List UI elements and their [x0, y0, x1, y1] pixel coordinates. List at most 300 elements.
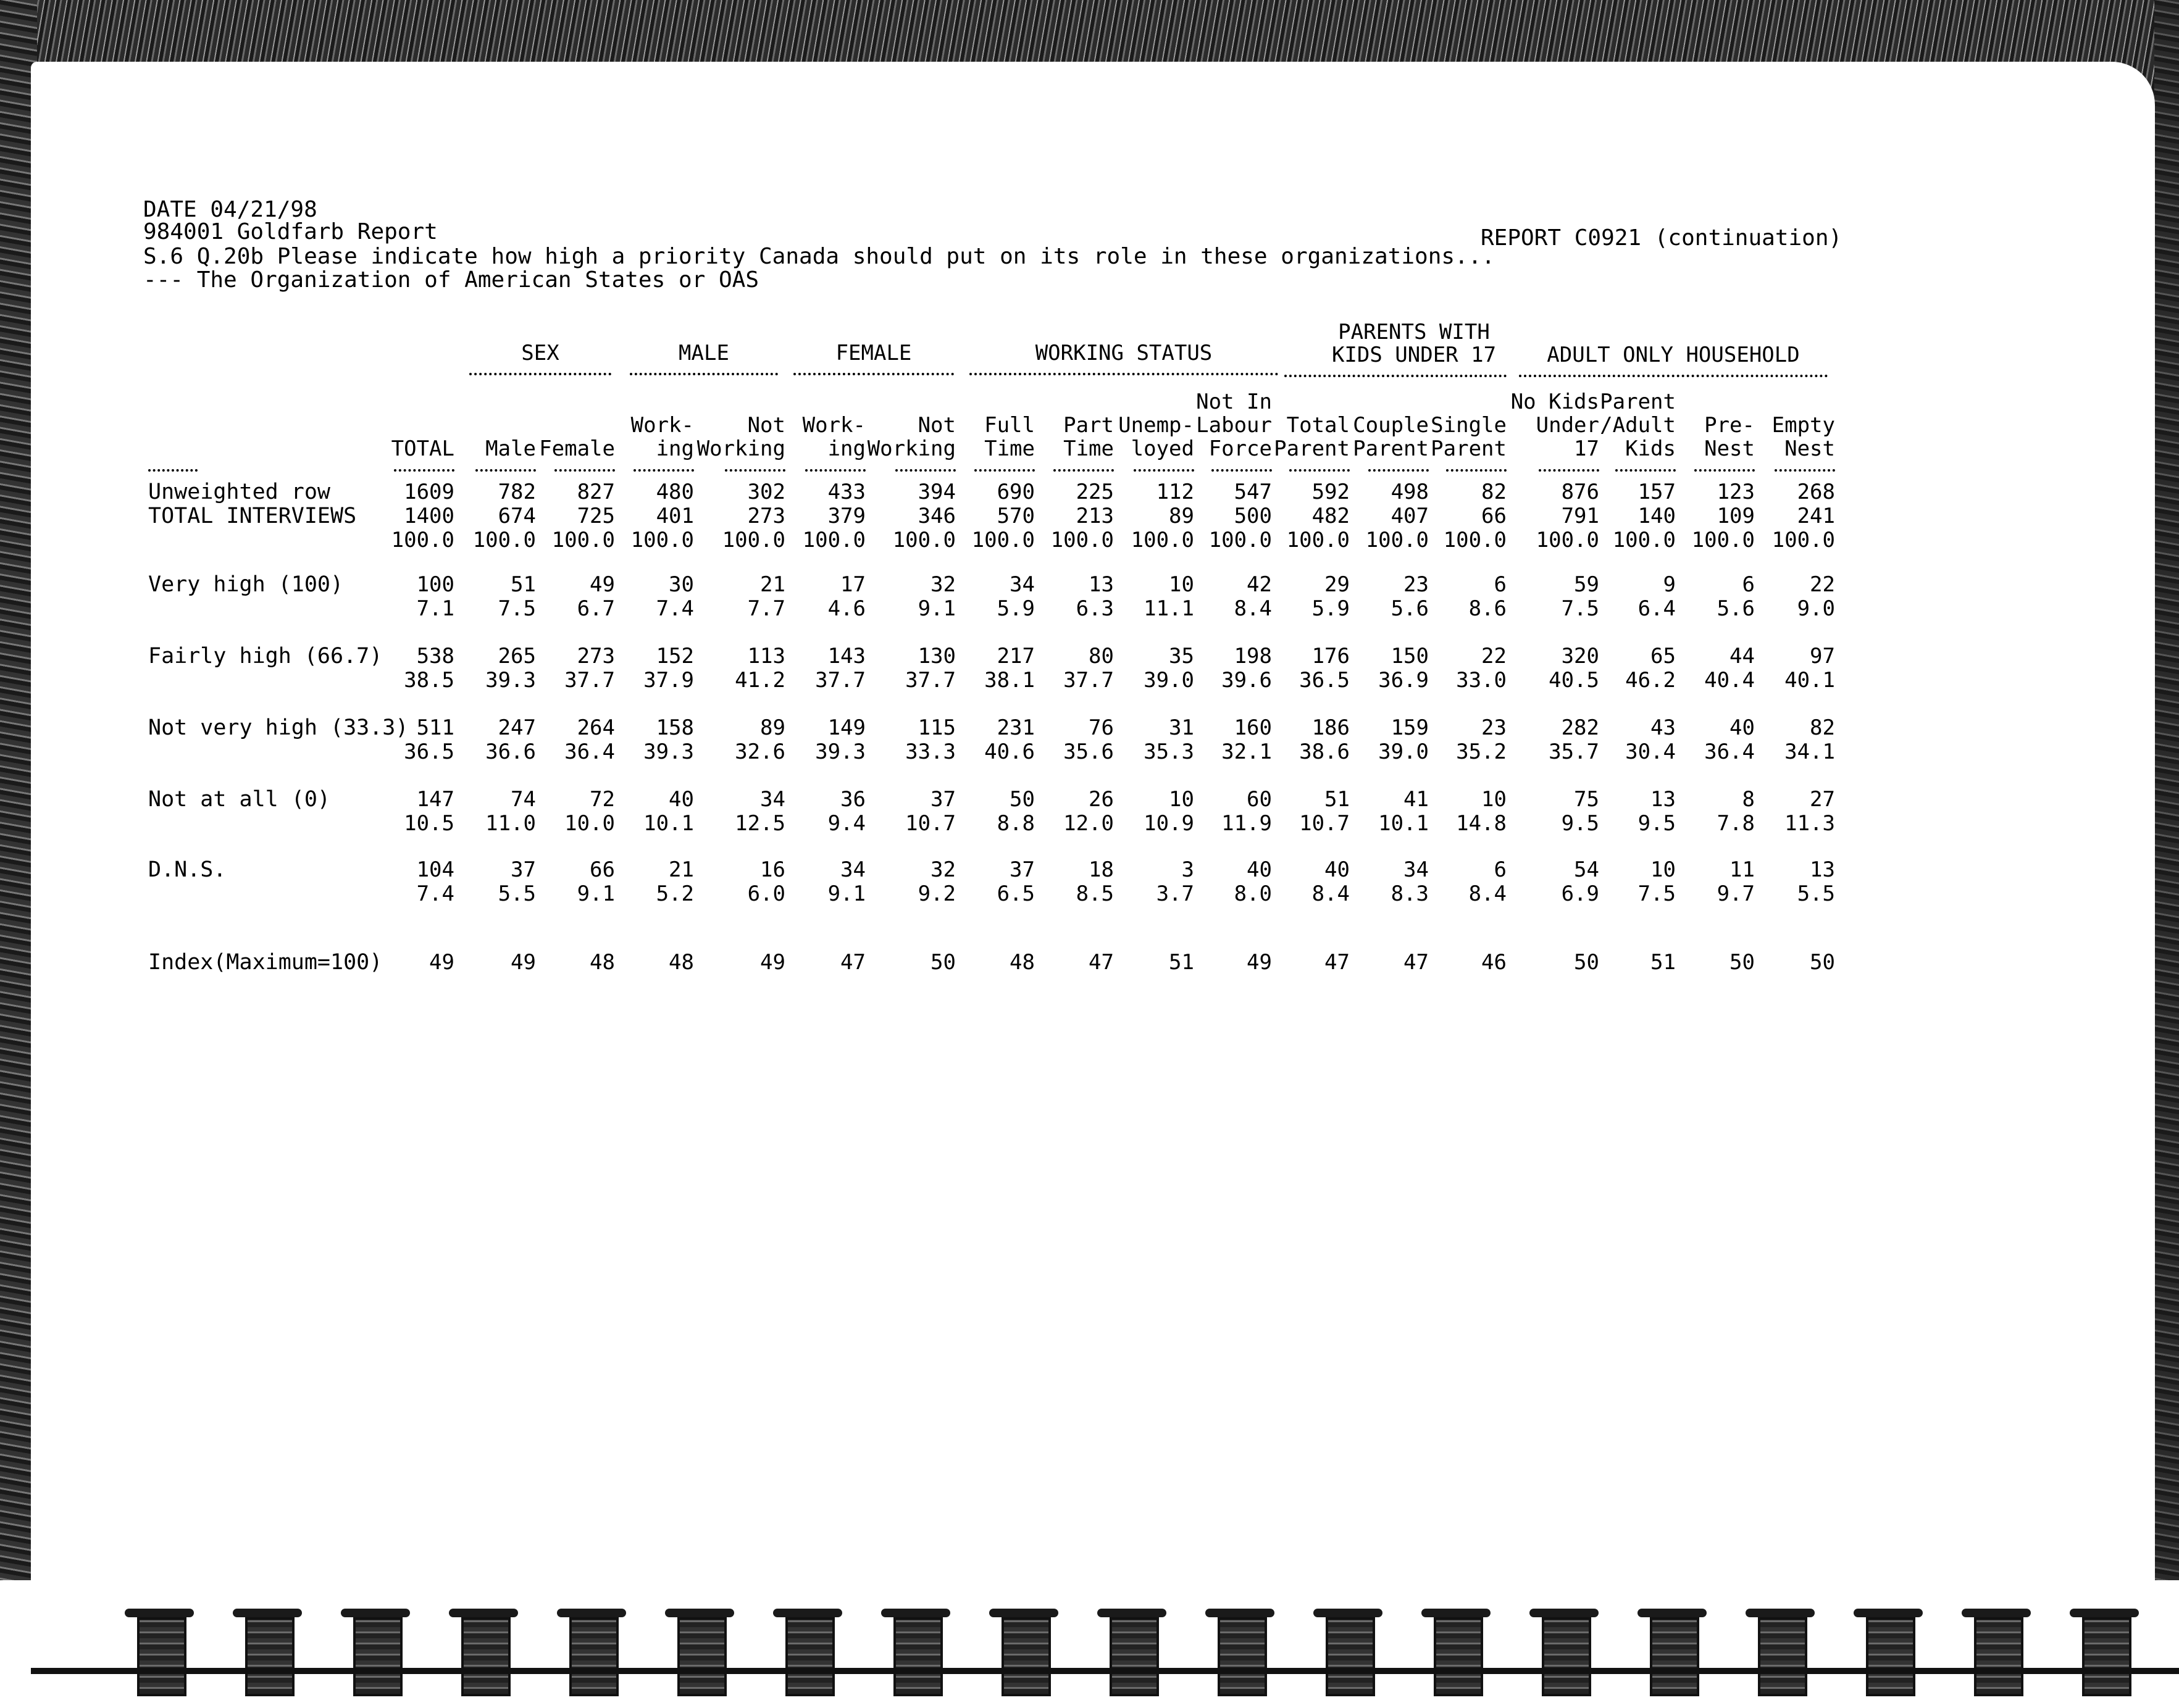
table-cell: 100.0 — [630, 528, 694, 552]
table-cell: 9.0 — [1797, 596, 1835, 621]
table-cell: 9.4 — [827, 811, 866, 836]
table-cell: 40.5 — [1549, 668, 1599, 693]
table-cell: 782 — [498, 480, 536, 504]
table-cell: 72 — [590, 787, 615, 812]
column-underline — [1694, 469, 1755, 472]
table-cell: 49 — [1247, 950, 1272, 975]
column-header: Parent — [1431, 436, 1507, 461]
table-cell: 791 — [1561, 504, 1599, 528]
column-header: Pre- — [1704, 413, 1755, 438]
table-cell: 51 — [511, 572, 536, 597]
table-cell: 1400 — [404, 504, 454, 528]
column-header: ing — [827, 436, 866, 461]
table-cell: 6.9 — [1561, 881, 1599, 906]
table-cell: 100 — [416, 572, 454, 597]
table-cell: 511 — [416, 715, 454, 740]
table-cell: 100.0 — [1208, 528, 1272, 552]
table-cell: 59 — [1574, 572, 1599, 597]
column-header: Force — [1208, 436, 1272, 461]
group-working-status: WORKING STATUS — [1035, 341, 1213, 365]
group-underline-working — [969, 373, 1278, 375]
table-cell: 10 — [1650, 857, 1676, 882]
row-label-underline — [148, 469, 198, 472]
table-cell: 7.5 — [498, 596, 536, 621]
table-cell: 10.7 — [905, 811, 956, 836]
table-cell: 5.6 — [1717, 596, 1755, 621]
table-cell: 5.2 — [656, 881, 694, 906]
table-cell: 18 — [1089, 857, 1114, 882]
table-cell: 10.1 — [643, 811, 694, 836]
table-cell: 47 — [840, 950, 866, 975]
table-cell: 34.1 — [1784, 739, 1835, 764]
table-cell: 11.0 — [485, 811, 536, 836]
table-cell: 6.3 — [1076, 596, 1114, 621]
column-underline — [634, 469, 694, 472]
table-cell: 13 — [1810, 857, 1835, 882]
table-cell: 150 — [1391, 644, 1429, 669]
row-label: Unweighted row — [148, 480, 331, 504]
table-cell: 32 — [931, 572, 956, 597]
table-cell: 47 — [1089, 950, 1114, 975]
column-header: Not — [747, 413, 785, 438]
table-cell: 480 — [656, 480, 694, 504]
table-cell: 100.0 — [1691, 528, 1755, 552]
column-header: Labour — [1196, 413, 1272, 438]
table-cell: 50 — [1729, 950, 1755, 975]
column-header: Time — [1063, 436, 1114, 461]
table-cell: 827 — [577, 480, 615, 504]
table-cell: 100.0 — [971, 528, 1035, 552]
table-cell: 39.3 — [485, 668, 536, 693]
table-cell: 140 — [1637, 504, 1676, 528]
column-header: ing — [656, 436, 694, 461]
table-cell: 48 — [669, 950, 694, 975]
column-header: Full — [984, 413, 1035, 438]
table-cell: 66 — [590, 857, 615, 882]
column-underline — [394, 469, 454, 472]
report-date: DATE 04/21/98 — [143, 197, 317, 222]
table-cell: 273 — [577, 644, 615, 669]
column-header: Female — [539, 436, 615, 461]
table-cell: 10.9 — [1144, 811, 1194, 836]
table-cell: 4.6 — [827, 596, 866, 621]
table-cell: 100.0 — [1771, 528, 1835, 552]
column-header: Working — [867, 436, 956, 461]
table-cell: 115 — [918, 715, 956, 740]
table-cell: 39.3 — [643, 739, 694, 764]
table-cell: 8.5 — [1076, 881, 1114, 906]
column-underline — [1368, 469, 1429, 472]
column-header: Time — [984, 436, 1035, 461]
table-cell: 10.5 — [404, 811, 454, 836]
column-underline — [1211, 469, 1272, 472]
table-cell: 570 — [997, 504, 1035, 528]
table-cell: 8.4 — [1234, 596, 1272, 621]
column-header: Parent — [1600, 390, 1676, 414]
table-cell: 176 — [1311, 644, 1350, 669]
table-cell: 100.0 — [1365, 528, 1429, 552]
table-cell: 50 — [1574, 950, 1599, 975]
row-label: Fairly high (66.7) — [148, 644, 383, 669]
table-cell: 22 — [1810, 572, 1835, 597]
table-cell: 46 — [1481, 950, 1507, 975]
table-cell: 9.7 — [1717, 881, 1755, 906]
table-cell: 51 — [1650, 950, 1676, 975]
table-cell: 109 — [1717, 504, 1755, 528]
table-cell: 130 — [918, 644, 956, 669]
table-cell: 36 — [840, 787, 866, 812]
column-underline — [1053, 469, 1114, 472]
table-cell: 3.7 — [1156, 881, 1194, 906]
table-cell: 35.3 — [1144, 739, 1194, 764]
table-cell: 320 — [1561, 644, 1599, 669]
table-cell: 35.6 — [1063, 739, 1114, 764]
table-cell: 82 — [1810, 715, 1835, 740]
table-cell: 37.7 — [815, 668, 866, 693]
table-cell: 7.8 — [1717, 811, 1755, 836]
table-cell: 12.5 — [735, 811, 785, 836]
table-cell: 592 — [1311, 480, 1350, 504]
table-cell: 6.0 — [747, 881, 785, 906]
table-cell: 13 — [1089, 572, 1114, 597]
table-cell: 11.9 — [1221, 811, 1272, 836]
table-cell: 482 — [1311, 504, 1350, 528]
column-header: 17 — [1574, 436, 1599, 461]
table-cell: 36.5 — [1299, 668, 1350, 693]
table-cell: 10 — [1169, 572, 1194, 597]
row-label: Not very high (33.3) — [148, 715, 409, 740]
table-cell: 31 — [1169, 715, 1194, 740]
table-cell: 41.2 — [735, 668, 785, 693]
table-cell: 9.1 — [827, 881, 866, 906]
table-cell: 37 — [1010, 857, 1035, 882]
question-text: S.6 Q.20b Please indicate how high a priority Canada should put on its role in these organizations... — [143, 244, 1495, 269]
table-cell: 47 — [1403, 950, 1429, 975]
table-cell: 36.6 — [485, 739, 536, 764]
table-cell: 40 — [1247, 857, 1272, 882]
table-cell: 104 — [416, 857, 454, 882]
table-cell: 433 — [827, 480, 866, 504]
table-cell: 6 — [1742, 572, 1755, 597]
table-cell: 49 — [590, 572, 615, 597]
table-cell: 36.4 — [1704, 739, 1755, 764]
table-cell: 100.0 — [1536, 528, 1599, 552]
row-label: Index(Maximum=100) — [148, 950, 383, 975]
table-cell: 16 — [760, 857, 785, 882]
table-cell: 34 — [840, 857, 866, 882]
table-cell: 7.5 — [1561, 596, 1599, 621]
table-cell: 35 — [1169, 644, 1194, 669]
table-cell: 10.0 — [564, 811, 615, 836]
table-cell: 6.7 — [577, 596, 615, 621]
table-cell: 100.0 — [391, 528, 454, 552]
table-cell: 725 — [577, 504, 615, 528]
table-cell: 9.2 — [918, 881, 956, 906]
table-cell: 123 — [1717, 480, 1755, 504]
table-cell: 100.0 — [722, 528, 785, 552]
table-cell: 268 — [1797, 480, 1835, 504]
table-cell: 34 — [760, 787, 785, 812]
table-cell: 8.0 — [1234, 881, 1272, 906]
row-label: Not at all (0) — [148, 787, 331, 812]
group-sex: SEX — [521, 341, 559, 365]
table-cell: 157 — [1637, 480, 1676, 504]
table-cell: 21 — [669, 857, 694, 882]
table-cell: 5.9 — [997, 596, 1035, 621]
column-underline — [895, 469, 956, 472]
table-cell: 80 — [1089, 644, 1114, 669]
group-male: MALE — [679, 341, 729, 365]
column-header: Not — [918, 413, 956, 438]
table-cell: 6.5 — [997, 881, 1035, 906]
table-cell: 60 — [1247, 787, 1272, 812]
group-female: FEMALE — [835, 341, 912, 365]
table-cell: 5.9 — [1311, 596, 1350, 621]
table-cell: 198 — [1234, 644, 1272, 669]
table-cell: 186 — [1311, 715, 1350, 740]
table-cell: 17 — [840, 572, 866, 597]
table-cell: 100.0 — [551, 528, 615, 552]
table-cell: 39.6 — [1221, 668, 1272, 693]
table-cell: 32.6 — [735, 739, 785, 764]
column-underline — [1446, 469, 1507, 472]
table-cell: 10.7 — [1299, 811, 1350, 836]
table-cell: 10 — [1169, 787, 1194, 812]
table-cell: 32 — [931, 857, 956, 882]
column-header: Working — [696, 436, 785, 461]
table-cell: 38.6 — [1299, 739, 1350, 764]
table-cell: 32.1 — [1221, 739, 1272, 764]
column-header: Single — [1431, 413, 1507, 438]
table-cell: 6.4 — [1637, 596, 1676, 621]
column-header: Male — [485, 436, 536, 461]
table-cell: 48 — [590, 950, 615, 975]
table-cell: 282 — [1561, 715, 1599, 740]
table-cell: 112 — [1156, 480, 1194, 504]
table-cell: 36.5 — [404, 739, 454, 764]
table-cell: 13 — [1650, 787, 1676, 812]
table-cell: 12.0 — [1063, 811, 1114, 836]
column-header: Parent — [1353, 436, 1429, 461]
table-cell: 50 — [1010, 787, 1035, 812]
table-cell: 65 — [1650, 644, 1676, 669]
table-cell: 9 — [1663, 572, 1676, 597]
table-cell: 40.1 — [1784, 668, 1835, 693]
table-cell: 21 — [760, 572, 785, 597]
table-cell: 149 — [827, 715, 866, 740]
table-cell: 42 — [1247, 572, 1272, 597]
table-cell: 33.0 — [1456, 668, 1507, 693]
table-cell: 51 — [1324, 787, 1350, 812]
table-cell: 273 — [747, 504, 785, 528]
table-cell: 100.0 — [1050, 528, 1114, 552]
column-underline — [475, 469, 536, 472]
column-underline — [1615, 469, 1676, 472]
table-cell: 247 — [498, 715, 536, 740]
table-cell: 75 — [1574, 787, 1599, 812]
column-underline — [725, 469, 785, 472]
table-cell: 54 — [1574, 857, 1599, 882]
table-cell: 51 — [1169, 950, 1194, 975]
table-cell: 217 — [997, 644, 1035, 669]
table-cell: 265 — [498, 644, 536, 669]
report-id: REPORT C0921 (continuation) — [1481, 225, 1842, 251]
column-underline — [554, 469, 615, 472]
table-cell: 39.0 — [1378, 739, 1429, 764]
column-header: /Adult — [1600, 413, 1676, 438]
group-adult-only: ADULT ONLY HOUSEHOLD — [1547, 343, 1800, 367]
table-cell: 47 — [1324, 950, 1350, 975]
group-underline-adult — [1519, 375, 1828, 377]
table-cell: 690 — [997, 480, 1035, 504]
column-header: Empty — [1771, 413, 1835, 438]
table-cell: 674 — [498, 504, 536, 528]
table-cell: 379 — [827, 504, 866, 528]
group-underline-sex — [469, 373, 611, 375]
column-header: No Kids — [1510, 390, 1599, 414]
table-cell: 41 — [1403, 787, 1429, 812]
table-cell: 100.0 — [1443, 528, 1507, 552]
table-cell: 38.1 — [984, 668, 1035, 693]
table-cell: 547 — [1234, 480, 1272, 504]
table-cell: 36.4 — [564, 739, 615, 764]
table-cell: 7.5 — [1637, 881, 1676, 906]
table-cell: 5.5 — [498, 881, 536, 906]
table-cell: 89 — [760, 715, 785, 740]
table-cell: 37.9 — [643, 668, 694, 693]
table-cell: 66 — [1481, 504, 1507, 528]
column-header: TOTAL — [391, 436, 454, 461]
table-cell: 26 — [1089, 787, 1114, 812]
column-header: Kids — [1625, 436, 1676, 461]
table-cell: 22 — [1481, 644, 1507, 669]
table-cell: 49 — [511, 950, 536, 975]
group-parents-line2: KIDS UNDER 17 — [1331, 343, 1497, 367]
table-cell: 50 — [931, 950, 956, 975]
table-cell: 158 — [656, 715, 694, 740]
table-cell: 9.1 — [918, 596, 956, 621]
table-cell: 35.7 — [1549, 739, 1599, 764]
table-cell: 100.0 — [802, 528, 866, 552]
table-cell: 8 — [1742, 787, 1755, 812]
table-cell: 500 — [1234, 504, 1272, 528]
report-name: 984001 Goldfarb Report — [143, 219, 438, 244]
column-header: Work- — [802, 413, 866, 438]
table-cell: 401 — [656, 504, 694, 528]
column-underline — [1775, 469, 1835, 472]
table-cell: 36.9 — [1378, 668, 1429, 693]
table-cell: 40 — [1324, 857, 1350, 882]
table-cell: 302 — [747, 480, 785, 504]
table-cell: 5.6 — [1391, 596, 1429, 621]
column-header: loyed — [1131, 436, 1194, 461]
table-cell: 23 — [1403, 572, 1429, 597]
table-cell: 49 — [760, 950, 785, 975]
table-cell: 43 — [1650, 715, 1676, 740]
table-cell: 241 — [1797, 504, 1835, 528]
group-underline-female — [793, 373, 954, 375]
table-cell: 37.7 — [564, 668, 615, 693]
table-cell: 89 — [1169, 504, 1194, 528]
table-cell: 37.7 — [905, 668, 956, 693]
table-cell: 100.0 — [472, 528, 536, 552]
table-cell: 152 — [656, 644, 694, 669]
table-cell: 231 — [997, 715, 1035, 740]
table-cell: 7.4 — [656, 596, 694, 621]
table-cell: 50 — [1810, 950, 1835, 975]
column-header: Couple — [1353, 413, 1429, 438]
table-cell: 14.8 — [1456, 811, 1507, 836]
table-cell: 159 — [1391, 715, 1429, 740]
table-cell: 407 — [1391, 504, 1429, 528]
table-cell: 29 — [1324, 572, 1350, 597]
table-cell: 5.5 — [1797, 881, 1835, 906]
table-cell: 97 — [1810, 644, 1835, 669]
table-cell: 11.3 — [1784, 811, 1835, 836]
table-cell: 100.0 — [892, 528, 956, 552]
column-header: Parent — [1274, 436, 1350, 461]
group-underline-parents — [1284, 375, 1507, 377]
column-header: Part — [1063, 413, 1114, 438]
table-cell: 100.0 — [1286, 528, 1350, 552]
table-cell: 34 — [1010, 572, 1035, 597]
table-cell: 48 — [1010, 950, 1035, 975]
table-cell: 9.5 — [1637, 811, 1676, 836]
table-cell: 498 — [1391, 480, 1429, 504]
table-cell: 37 — [511, 857, 536, 882]
table-cell: 30 — [669, 572, 694, 597]
table-cell: 11 — [1729, 857, 1755, 882]
table-cell: 49 — [429, 950, 454, 975]
table-cell: 143 — [827, 644, 866, 669]
table-cell: 40.6 — [984, 739, 1035, 764]
table-cell: 37 — [931, 787, 956, 812]
table-cell: 8.8 — [997, 811, 1035, 836]
table-cell: 1609 — [404, 480, 454, 504]
table-cell: 346 — [918, 504, 956, 528]
table-cell: 8.4 — [1311, 881, 1350, 906]
table-cell: 6 — [1494, 572, 1507, 597]
table-cell: 8.6 — [1468, 596, 1507, 621]
row-label: Very high (100) — [148, 572, 344, 597]
table-cell: 394 — [918, 480, 956, 504]
table-cell: 10 — [1481, 787, 1507, 812]
table-cell: 9.5 — [1561, 811, 1599, 836]
table-cell: 264 — [577, 715, 615, 740]
table-cell: 38.5 — [404, 668, 454, 693]
column-header: Not In — [1196, 390, 1272, 414]
table-cell: 76 — [1089, 715, 1114, 740]
table-cell: 100.0 — [1131, 528, 1194, 552]
column-underline — [1134, 469, 1194, 472]
table-cell: 35.2 — [1456, 739, 1507, 764]
table-cell: 7.4 — [416, 881, 454, 906]
table-cell: 876 — [1561, 480, 1599, 504]
table-cell: 30.4 — [1625, 739, 1676, 764]
column-header: Nest — [1704, 436, 1755, 461]
column-underline — [974, 469, 1035, 472]
table-cell: 7.7 — [747, 596, 785, 621]
column-header: Total — [1286, 413, 1350, 438]
table-cell: 33.3 — [905, 739, 956, 764]
table-cell: 46.2 — [1625, 668, 1676, 693]
table-cell: 113 — [747, 644, 785, 669]
table-cell: 538 — [416, 644, 454, 669]
question-subject: --- The Organization of American States or OAS — [143, 267, 759, 293]
table-cell: 225 — [1076, 480, 1114, 504]
table-cell: 40.4 — [1704, 668, 1755, 693]
column-underline — [1539, 469, 1599, 472]
